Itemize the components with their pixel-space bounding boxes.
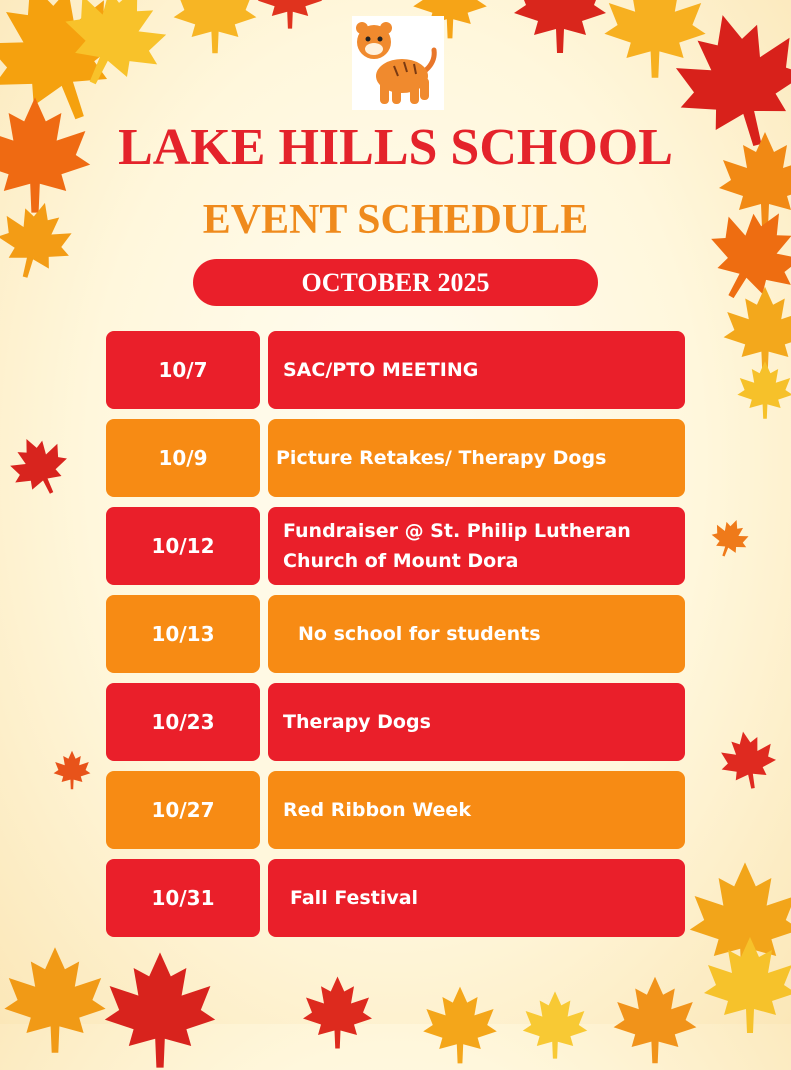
event-date: 10/31 xyxy=(106,859,260,937)
event-title: Therapy Dogs xyxy=(268,683,685,761)
maple-leaf-icon xyxy=(718,730,778,790)
maple-leaf-icon xyxy=(710,518,750,558)
maple-leaf-icon xyxy=(300,975,375,1050)
event-row xyxy=(106,507,685,585)
event-title: SAC/PTO MEETING xyxy=(268,331,685,409)
maple-leaf-icon xyxy=(60,0,170,90)
maple-leaf-icon xyxy=(420,985,500,1065)
event-date: 10/23 xyxy=(106,683,260,761)
event-date: 10/9 xyxy=(106,419,260,497)
event-title: Red Ribbon Week xyxy=(268,771,685,849)
event-title: Fundraiser @ St. Philip Lutheran Church of Mount Dora xyxy=(268,507,685,585)
maple-leaf-icon xyxy=(610,975,700,1065)
maple-leaf-icon xyxy=(255,0,325,30)
maple-leaf-icon xyxy=(8,435,70,497)
month-banner: OCTOBER 2025 xyxy=(193,259,598,306)
maple-leaf-icon xyxy=(700,935,791,1035)
maple-leaf-icon xyxy=(520,990,590,1060)
maple-leaf-icon xyxy=(735,360,791,420)
event-date: 10/27 xyxy=(106,771,260,849)
maple-leaf-icon xyxy=(510,0,610,55)
maple-leaf-icon xyxy=(170,0,260,55)
maple-leaf-icon xyxy=(100,950,220,1070)
event-date: 10/7 xyxy=(106,331,260,409)
event-row xyxy=(106,859,685,937)
event-row xyxy=(106,771,685,849)
event-date: 10/12 xyxy=(106,507,260,585)
event-title: Fall Festival xyxy=(268,859,685,937)
event-date: 10/13 xyxy=(106,595,260,673)
maple-leaf-icon xyxy=(52,750,92,790)
school-name: LAKE HILLS SCHOOL xyxy=(118,119,673,176)
schedule-subtitle: EVENT SCHEDULE xyxy=(202,197,589,243)
event-row xyxy=(106,595,685,673)
event-row xyxy=(106,683,685,761)
event-row xyxy=(106,419,685,497)
event-row xyxy=(106,331,685,409)
maple-leaf-icon xyxy=(0,945,110,1055)
tiger-mascot-icon xyxy=(352,16,444,110)
event-title: Picture Retakes/ Therapy Dogs xyxy=(268,419,685,497)
event-title: No school for students xyxy=(268,595,685,673)
